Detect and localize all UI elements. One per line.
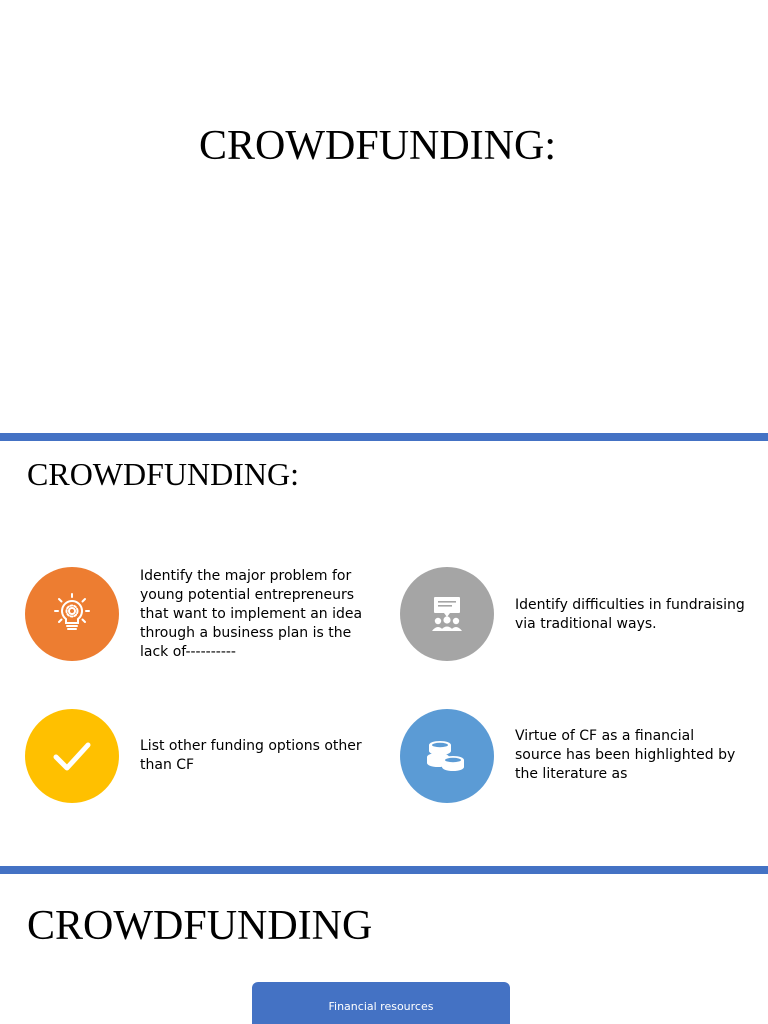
item-text-virtue-of-cf: Virtue of CF as a financial source has been highlighted by the literature as xyxy=(515,728,736,782)
slide-divider xyxy=(0,866,768,874)
checkmark-icon xyxy=(25,709,119,803)
slide-1 xyxy=(0,0,768,433)
item-text-funding-options: List other funding options other than CF xyxy=(140,738,362,773)
lightbulb-gear-icon xyxy=(25,567,119,661)
slide-3 xyxy=(0,874,768,1024)
slide-2-title: CROWDFUNDING: xyxy=(27,456,299,492)
slide-1-title: CROWDFUNDING: xyxy=(199,123,556,169)
presentation-group-icon xyxy=(400,567,494,661)
item-text-major-problem: Identify the major problem for young potential entrepreneurs that want to implement an idea through a business plan is the lack of---------- xyxy=(140,568,363,660)
coins-icon xyxy=(400,709,494,803)
slide-3-title: CROWDFUNDING xyxy=(27,903,373,949)
slide-2 xyxy=(0,441,768,866)
slide-divider xyxy=(0,433,768,441)
financial-resources-box: Financial resources xyxy=(252,982,510,1024)
item-text-difficulties: Identify difficulties in fundraising via traditional ways. xyxy=(515,597,745,632)
